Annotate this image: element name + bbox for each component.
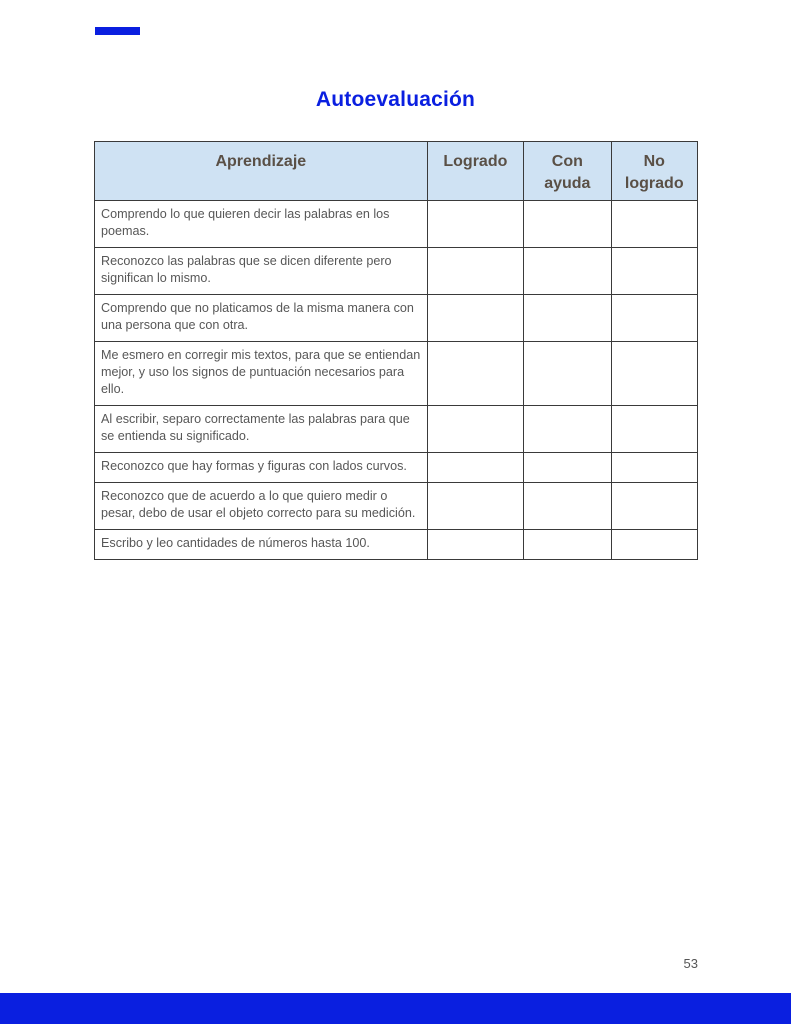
table-row	[95, 453, 698, 483]
table-row	[95, 483, 698, 530]
page-number: 53	[683, 956, 698, 971]
achieved-checkbox-cell[interactable]	[427, 295, 523, 342]
learning-item-text: Me esmero en corregir mis textos, para que se entiendan mejor, y uso los signos de puntuación necesarios para ello.	[95, 342, 428, 406]
not-achieved-checkbox-cell[interactable]	[611, 406, 697, 453]
achieved-checkbox-cell[interactable]	[427, 530, 523, 560]
with-help-checkbox-cell[interactable]	[524, 342, 611, 406]
not-achieved-checkbox-cell[interactable]	[611, 342, 697, 406]
learning-item-text: Reconozco que hay formas y figuras con lados curvos.	[95, 453, 428, 483]
page-title: Autoevaluación	[315, 88, 476, 112]
with-help-checkbox-cell[interactable]	[524, 201, 611, 248]
table-row	[95, 201, 698, 248]
not-achieved-checkbox-cell[interactable]	[611, 295, 697, 342]
with-help-checkbox-cell[interactable]	[524, 530, 611, 560]
achieved-checkbox-cell[interactable]	[427, 201, 523, 248]
achieved-checkbox-cell[interactable]	[427, 248, 523, 295]
not-achieved-checkbox-cell[interactable]	[611, 453, 697, 483]
achieved-checkbox-cell[interactable]	[427, 406, 523, 453]
learning-item-text: Comprendo lo que quieren decir las palabras en los poemas.	[95, 201, 428, 248]
table-row	[95, 530, 698, 560]
learning-item-text: Escribo y leo cantidades de números hasta 100.	[95, 530, 428, 560]
not-achieved-checkbox-cell[interactable]	[611, 248, 697, 295]
top-accent-bar	[95, 27, 140, 35]
column-header-con-ayuda: Con ayuda	[524, 142, 611, 201]
with-help-checkbox-cell[interactable]	[524, 295, 611, 342]
table-row	[95, 342, 698, 406]
not-achieved-checkbox-cell[interactable]	[611, 530, 697, 560]
with-help-checkbox-cell[interactable]	[524, 406, 611, 453]
learning-item-text: Reconozco las palabras que se dicen diferente pero significan lo mismo.	[95, 248, 428, 295]
with-help-checkbox-cell[interactable]	[524, 483, 611, 530]
self-assessment-table	[94, 141, 698, 560]
table-row	[95, 248, 698, 295]
achieved-checkbox-cell[interactable]	[427, 453, 523, 483]
achieved-checkbox-cell[interactable]	[427, 342, 523, 406]
learning-item-text: Al escribir, separo correctamente las palabras para que se entienda su significado.	[95, 406, 428, 453]
learning-item-text: Comprendo que no platicamos de la misma manera con una persona que con otra.	[95, 295, 428, 342]
table-row	[95, 406, 698, 453]
table-row	[95, 295, 698, 342]
with-help-checkbox-cell[interactable]	[524, 248, 611, 295]
bottom-accent-bar	[0, 993, 791, 1024]
column-header-aprendizaje: Aprendizaje	[95, 142, 428, 201]
column-header-no-logrado: No logrado	[611, 142, 697, 201]
table-header-row	[95, 142, 698, 201]
with-help-checkbox-cell[interactable]	[524, 453, 611, 483]
achieved-checkbox-cell[interactable]	[427, 483, 523, 530]
not-achieved-checkbox-cell[interactable]	[611, 201, 697, 248]
learning-item-text: Reconozco que de acuerdo a lo que quiero medir o pesar, debo de usar el objeto correcto para su medición.	[95, 483, 428, 530]
column-header-logrado: Logrado	[427, 142, 523, 201]
not-achieved-checkbox-cell[interactable]	[611, 483, 697, 530]
